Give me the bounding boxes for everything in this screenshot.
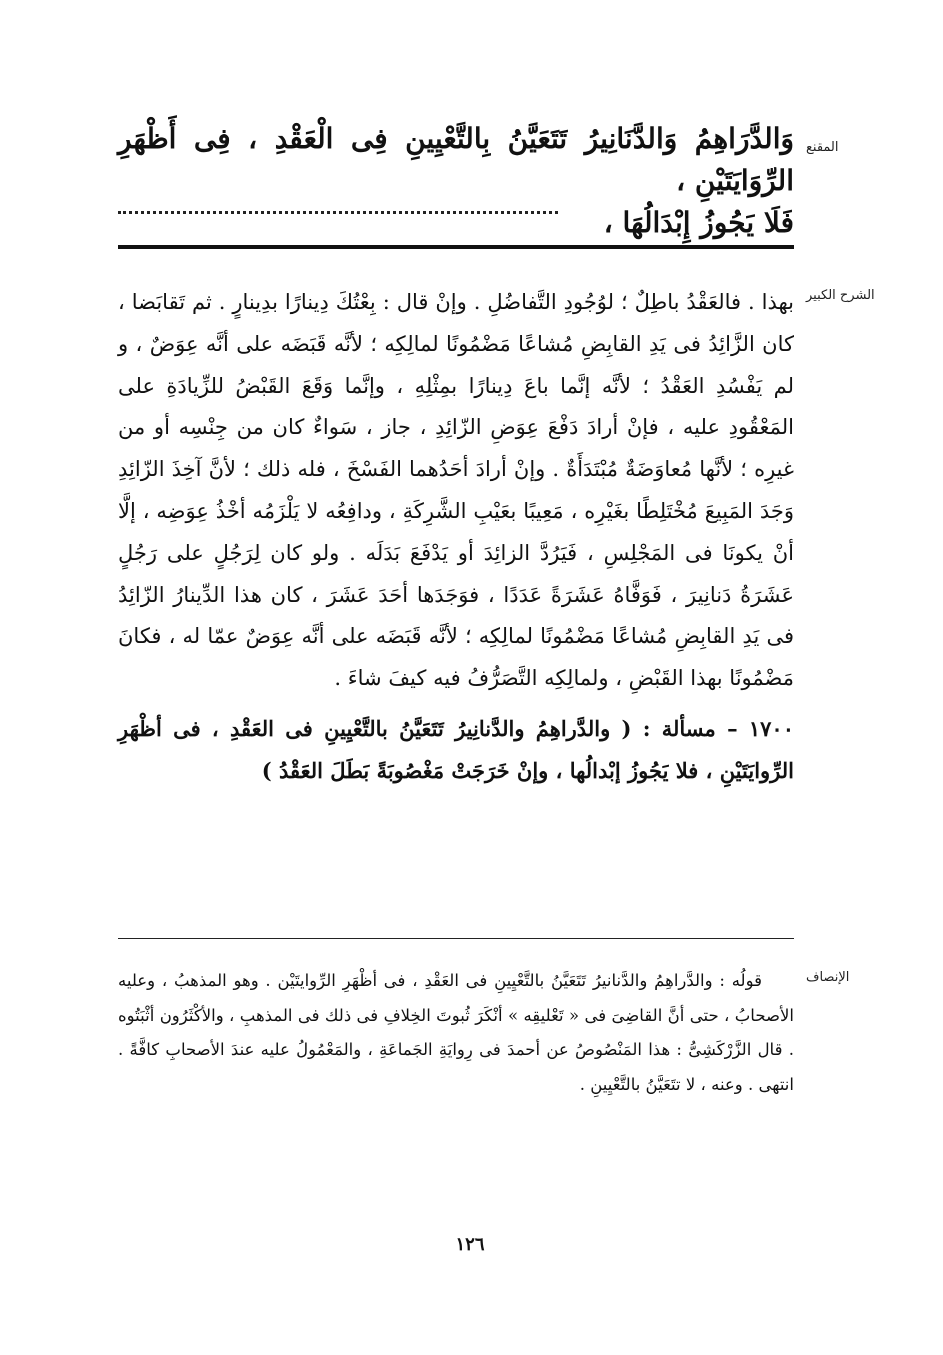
muqni-label: المقنع — [806, 140, 839, 155]
muqni-line-2: فَلَا يَجُوزُ إِبْدَالُهَا ، — [603, 206, 794, 239]
sharh-paragraph: بهذا . فالعَقْدُ باطِلٌ ؛ لوُجُودِ التَّفاضُلِ . وإنْ قال : بِعْتُكَ دِينارًا بدِينارٍ . ثم تَقابَضا ، كان الزَّائِدُ فى يَدِ القابِضِ مُشاعًا مَضْمُونًا لمالِكِه ؛ لأنَّه قَبَضَه على أنَّه عِوَضٌ ، و لم يَفْسُدِ العَقْدُ ؛ لأنَّه إنَّما باعَ دِينارًا بمِثْلِهِ ، وإنَّما وَقَعَ القَبْضُ للزِّيادَةِ على المَعْقُودِ عليه ، فإنْ أرادَ دَفْعَ عِوَضِ الزّائِدِ ، جاز ، سَواءٌ كان من جِنْسِه أو من غيرِه ؛ لأنَّها مُعاوَضَةٌ مُبْتَدَأَةٌ . وإنْ أرادَ أحَدُهما الفَسْخَ ، فله ذلك ؛ لأنَّ آخِذَ الزّائِدِ وَجَدَ المَبِيعَ مُخْتَلِطًا بغَيْرِه ، مَعِيبًا بعَيْبِ الشَّرِكَةِ ، ودافِعُه لا يَلْزَمُه أخْذُ عِوَضِه ، إلَّا أنْ يكونَا فى المَجْلِسِ ، فَيَرُدَّ الزائِدَ أو يَدْفَعَ بَدَلَه . ولو كان لِرَجُلٍ على رَجُلٍ عَشَرَةُ دَنانِيرَ ، فَوَفَّاهُ عَشَرَةً عَدَدًا ، فوَجَدَها أحَدَ عَشَرَ ، كان هذا الدِّينارُ الزّائِدُ فى يَدِ القابِضِ مُشاعًا مَضْمُونًا لمالِكِه ؛ لأنَّه قَبَضَه على أنَّه عِوَضٌ عمّا له ، فكانَ مَضْمُونًا بهذا القَبْضِ ، ولمالِكِه التَّصَرُّفُ فيه كيفَ شاءَ . — [118, 290, 794, 691]
insaf-paragraph: قولُه : والدَّراهِمُ والدَّنانيرُ تَتَعَيَّنُ بالتَّعْيِينِ فى العَقْدِ ، فى أظْهَرِ الرِّوايتَيْن . وهو المذهبُ ، وعليه الأصحابُ ، حتى أنَّ القاضِىَ فى « تَعْليقِه » أنْكَرَ ثُبوتَ الخِلافِ فى ذلك فى المذهبِ ، والأكْثَرُون أثْبَتُوه . قال الزَّرْكَشِىُّ : هذا المَنْصُوصُ عن أحمدَ فى رِوايَةِ الجَماعَةِ ، والمَعْمُولُ عليه عندَ الأصحابِ كافَّةً . انتهى . وعنه ، لا تتَعَيَّنُ بالتَّعْيِينِ . — [118, 971, 794, 1094]
insaf-label: الإنصاف — [806, 970, 850, 985]
insaf-text — [118, 964, 794, 1102]
section-divider-thin — [118, 938, 794, 939]
masala-paragraph: ١٧٠٠ – مسألة : ( والدَّراهِمُ والدَّنانِيرُ تَتَعَيَّنُ بالتَّعْيِينِ فى العَقْدِ ، فى أظْهَرِ الرِّوايَتَيْنِ ، فلا يَجُوزُ إبْدالُها ، وإنْ خَرَجَتْ مَغْصُوبَةً بَطَلَ العَقْدُ ) — [118, 715, 794, 783]
muqni-line-1: وَالدَّرَاهِمُ وَالدَّنَانِيرُ تَتَعَيَّنُ بِالتَّعْيِينِ فِى الْعَقْدِ ، فِى أَظْهَرِ الرِّوَايَتَيْنِ ، — [118, 122, 794, 197]
section-divider-thick — [118, 245, 794, 249]
page-number: ١٢٦ — [455, 1234, 485, 1255]
dotted-leader — [118, 197, 558, 214]
muqni-text — [118, 118, 794, 244]
sharh-label: الشرح الكبير — [806, 288, 875, 303]
sharh-text — [118, 282, 794, 792]
